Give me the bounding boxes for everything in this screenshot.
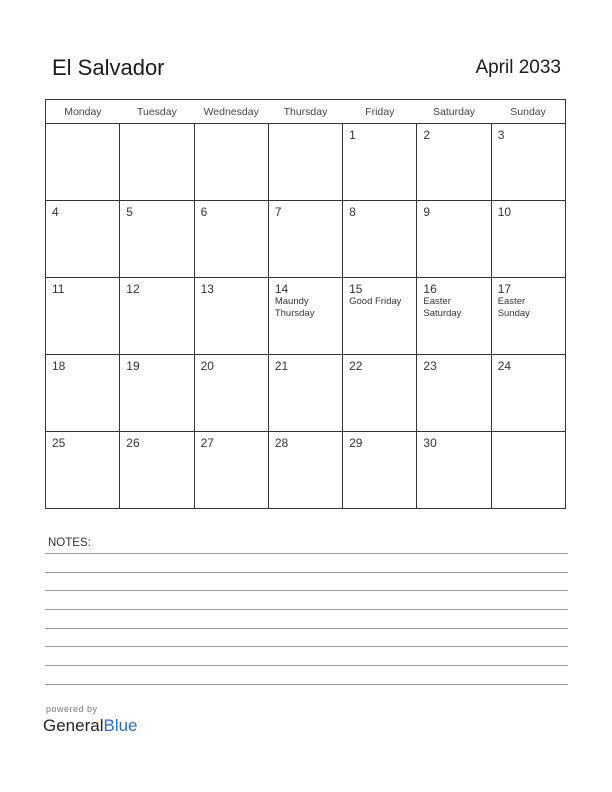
calendar-day-cell bbox=[268, 432, 342, 509]
calendar-country-title: El Salvador bbox=[52, 55, 165, 80]
notes-line bbox=[45, 684, 568, 685]
calendar-day-cell bbox=[194, 201, 268, 278]
weekday-sunday: Sunday bbox=[491, 100, 565, 124]
calendar-day-cell bbox=[120, 124, 194, 201]
weekday-thursday: Thursday bbox=[268, 100, 342, 124]
notes-label: NOTES: bbox=[48, 537, 91, 549]
calendar-day-cell bbox=[343, 124, 417, 201]
calendar-day-cell bbox=[194, 355, 268, 432]
calendar-day-cell bbox=[491, 201, 565, 278]
calendar-grid bbox=[45, 99, 566, 509]
day-number: 3 bbox=[497, 128, 505, 142]
holiday-label: Maundy Thursday bbox=[274, 296, 315, 319]
day-number: 13 bbox=[200, 282, 214, 296]
day-number: 23 bbox=[423, 359, 437, 373]
calendar-day-cell bbox=[343, 432, 417, 509]
calendar-day-cell bbox=[417, 124, 491, 201]
notes-line bbox=[45, 572, 568, 573]
calendar-month-title: April 2033 bbox=[475, 57, 561, 78]
calendar-day-cell bbox=[268, 124, 342, 201]
calendar-week-row bbox=[46, 355, 566, 432]
weekday-tuesday: Tuesday bbox=[120, 100, 194, 124]
calendar-week-row bbox=[46, 432, 566, 509]
notes-line bbox=[45, 646, 568, 647]
calendar-day-cell bbox=[46, 432, 120, 509]
calendar-day-cell bbox=[194, 432, 268, 509]
day-number: 4 bbox=[52, 205, 59, 219]
day-number: 1 bbox=[349, 128, 356, 142]
holiday-label: Easter Sunday bbox=[497, 296, 530, 319]
day-number: 5 bbox=[126, 205, 133, 219]
day-number: 29 bbox=[349, 436, 363, 450]
weekday-wednesday: Wednesday bbox=[194, 100, 268, 124]
notes-line bbox=[45, 665, 568, 666]
day-number: 9 bbox=[423, 205, 431, 219]
calendar-day-cell bbox=[46, 201, 120, 278]
calendar-day-cell bbox=[417, 432, 491, 509]
calendar-day-cell bbox=[417, 278, 491, 355]
notes-line bbox=[45, 553, 568, 554]
day-number: 21 bbox=[274, 359, 289, 373]
day-number: 20 bbox=[200, 359, 214, 373]
day-number: 10 bbox=[497, 205, 512, 219]
day-number: 22 bbox=[349, 359, 363, 373]
day-number: 26 bbox=[126, 436, 140, 450]
day-number: 30 bbox=[423, 436, 437, 450]
day-number: 7 bbox=[274, 205, 282, 219]
calendar-day-cell bbox=[46, 124, 120, 201]
calendar-day-cell bbox=[194, 278, 268, 355]
generalblue-logo bbox=[43, 716, 138, 736]
calendar-day-cell bbox=[268, 355, 342, 432]
weekday-friday: Friday bbox=[343, 100, 417, 124]
calendar-day-cell bbox=[120, 201, 194, 278]
brand-general: General bbox=[43, 716, 104, 735]
day-number: 19 bbox=[126, 359, 140, 373]
calendar-day-cell bbox=[491, 432, 565, 509]
calendar-week-row bbox=[46, 278, 566, 355]
holiday-label: Good Friday bbox=[349, 296, 402, 307]
day-number: 14 bbox=[274, 282, 289, 296]
calendar-day-cell bbox=[417, 355, 491, 432]
day-number: 27 bbox=[200, 436, 214, 450]
weekday-monday: Monday bbox=[46, 100, 120, 124]
day-number: 17 bbox=[497, 282, 512, 296]
calendar-day-cell bbox=[120, 355, 194, 432]
calendar-day-cell bbox=[120, 432, 194, 509]
calendar-day-cell bbox=[343, 278, 417, 355]
weekday-header-row bbox=[46, 100, 566, 124]
day-number: 15 bbox=[349, 282, 363, 296]
powered-by-text: powered by bbox=[46, 704, 98, 714]
calendar-day-cell bbox=[46, 278, 120, 355]
calendar-day-cell bbox=[491, 124, 565, 201]
day-number: 11 bbox=[52, 282, 65, 296]
day-number: 28 bbox=[274, 436, 289, 450]
day-number: 6 bbox=[200, 205, 208, 219]
weekday-saturday: Saturday bbox=[417, 100, 491, 124]
calendar-day-cell bbox=[268, 201, 342, 278]
calendar-day-cell bbox=[46, 355, 120, 432]
holiday-label: Easter Saturday bbox=[423, 296, 462, 319]
notes-line bbox=[45, 628, 568, 629]
calendar-week-row bbox=[46, 201, 566, 278]
day-number: 8 bbox=[349, 205, 356, 219]
calendar-week-row bbox=[46, 124, 566, 201]
notes-line bbox=[45, 590, 568, 591]
calendar-day-cell bbox=[343, 355, 417, 432]
calendar-day-cell bbox=[491, 355, 565, 432]
day-number: 24 bbox=[497, 359, 512, 373]
calendar-day-cell bbox=[417, 201, 491, 278]
calendar-day-cell bbox=[491, 278, 565, 355]
brand-blue: Blue bbox=[103, 716, 138, 735]
day-number: 12 bbox=[126, 282, 140, 296]
calendar-day-cell bbox=[268, 278, 342, 355]
calendar-day-cell bbox=[194, 124, 268, 201]
calendar-day-cell bbox=[343, 201, 417, 278]
day-number: 2 bbox=[423, 128, 431, 142]
notes-line bbox=[45, 609, 568, 610]
calendar-day-cell bbox=[120, 278, 194, 355]
day-number: 25 bbox=[52, 436, 66, 450]
day-number: 18 bbox=[52, 359, 66, 373]
day-number: 16 bbox=[423, 282, 437, 296]
